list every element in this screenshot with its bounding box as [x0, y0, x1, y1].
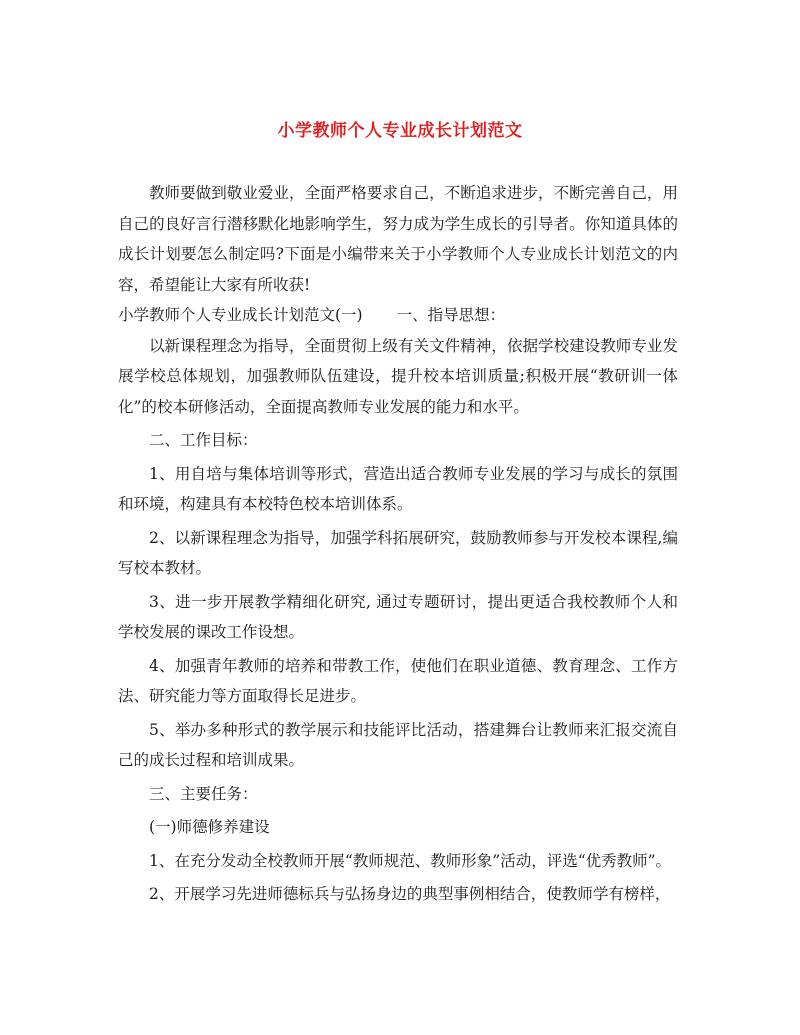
- task-item: 2、开展学习先进师德标兵与弘扬身边的典型事例相结合，使教师学有榜样，: [149, 885, 671, 903]
- heading-guiding-thought: 一、指导思想：: [396, 306, 506, 324]
- document-title: 小学教师个人专业成长计划范文: [277, 121, 523, 141]
- goal-item: 2、以新课程理念为指导，加强学科拓展研究，鼓励教师参与开发校本课程,编写校本教材。: [118, 528, 678, 577]
- document-body: [118, 178, 678, 910]
- goal-item: 1、用自培与集体培训等形式，营造出适合教师专业发展的学习与成长的氛围和环境，构建具有本校特色校本培训体系。: [118, 464, 678, 513]
- guiding-paragraph: 以新课程理念为指导，全面贯彻上级有关文件精神，依据学校建设教师专业发展学校总体规划，加强教师队伍建设，提升校本培训质量;积极开展“教研训一体化”的校本研修活动，全面提高教师专业发展的能力和水平。: [118, 336, 678, 416]
- subheading-ethics: (一)师德修养建设: [149, 818, 270, 836]
- section-title: 小学教师个人专业成长计划范文(一): [118, 306, 363, 324]
- section-heading-line: [118, 300, 678, 331]
- task-item: 1、在充分发动全校教师开展“教师规范、教师形象”活动，评选“优秀教师”。: [149, 851, 672, 870]
- goal-item: 5、举办多种形式的教学展示和技能评比活动，搭建舞台让教师来汇报交流自己的成长过程和培训成果。: [118, 720, 678, 769]
- heading-work-goals: 二、工作目标：: [149, 431, 258, 449]
- intro-paragraph: 教师要做到敬业爱业，全面严格要求自己，不断追求进步，不断完善自己，用自己的良好言行潜移默化地影响学生，努力成为学生成长的引导者。你知道具体的成长计划要怎么制定吗?下面是小编带来关于小学教师个人专业成长计划范文的内容，希望能让大家有所收获!: [118, 184, 678, 294]
- goal-item: 3、进一步开展教学精细化研究, 通过专题研讨，提出更适合我校教师个人和学校发展的课改工作设想。: [118, 592, 678, 641]
- heading-main-tasks: 三、主要任务：: [149, 784, 258, 803]
- goal-item: 4、加强青年教师的培养和带教工作，使他们在职业道德、教育理念、工作方法、研究能力等方面取得长足进步。: [118, 656, 678, 705]
